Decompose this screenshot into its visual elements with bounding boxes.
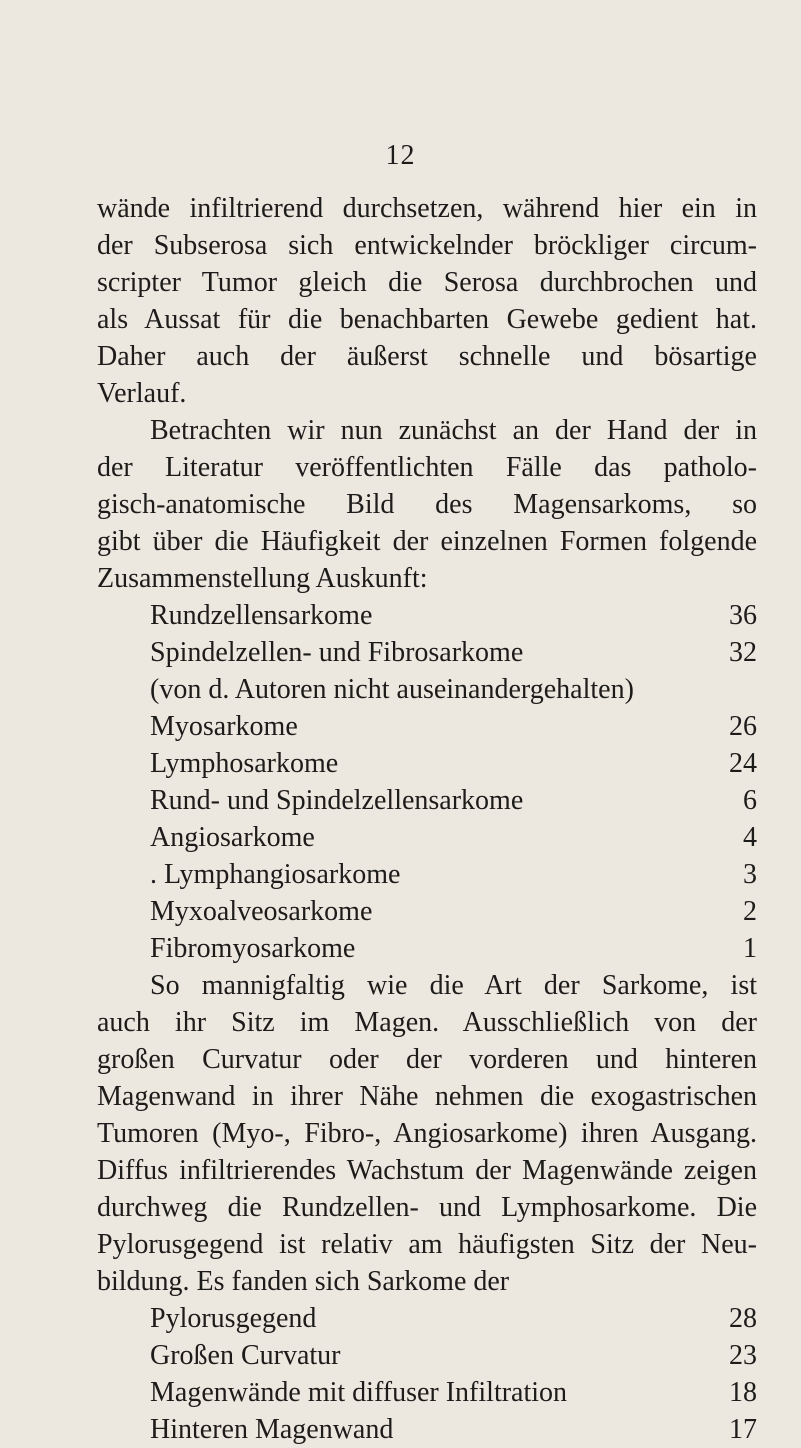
text-line: Daher auch der äußerst schnelle und bösartige	[97, 341, 757, 372]
list-item	[97, 782, 757, 819]
list-item-label: Myosarkome	[150, 711, 298, 742]
list-item	[97, 1374, 757, 1411]
list-item	[97, 856, 757, 893]
page-number: 12	[385, 140, 416, 171]
list-item	[97, 634, 757, 671]
text-line: bildung. Es fanden sich Sarkome der	[97, 1266, 510, 1297]
list-item-count: 2	[743, 896, 757, 927]
text-line: Diffus infiltrierendes Wachstum der Magenwände zeigen	[97, 1155, 757, 1186]
text-line: Pylorusgegend ist relativ am häufigsten Sitz der Neu-	[97, 1229, 757, 1260]
list-item	[97, 1337, 757, 1374]
sites-list	[97, 1300, 757, 1448]
list-item-label: Großen Curvatur	[150, 1340, 341, 1371]
text-line: wände infiltrierend durchsetzen, während hier ein in	[97, 193, 757, 224]
text-line: So mannigfaltig wie die Art der Sarkome, ist	[150, 970, 757, 1001]
list-item-count: 17	[729, 1414, 757, 1445]
list-item	[97, 1300, 757, 1337]
list-item-count: 24	[729, 748, 757, 779]
list-item	[97, 930, 757, 967]
list-item-label: Hinteren Magenwand	[150, 1414, 394, 1445]
text-line: Zusammenstellung Auskunft:	[97, 563, 428, 594]
list-item-count: 32	[729, 637, 757, 668]
list-item-label: Myxoalveosarkome	[150, 896, 373, 927]
list-item-count: 28	[729, 1303, 757, 1334]
list-item	[97, 819, 757, 856]
text-body	[97, 190, 757, 1448]
text-line: Tumoren (Myo-, Fibro-, Angiosarkome) ihren Ausgang.	[97, 1118, 757, 1149]
text-line: Magenwand in ihrer Nähe nehmen die exogastrischen	[97, 1081, 757, 1112]
list-item-count: 6	[743, 785, 757, 816]
list-item-label: . Lymphangiosarkome	[150, 859, 401, 890]
list-item-count: 23	[729, 1340, 757, 1371]
text-line: durchweg die Rundzellen- und Lymphosarkome. Die	[97, 1192, 757, 1223]
list-item-count: 36	[729, 600, 757, 631]
text-line: Betrachten wir nun zunächst an der Hand der in	[150, 415, 757, 446]
list-item	[97, 597, 757, 634]
text-line: gisch-anatomische Bild des Magensarkoms, so	[97, 489, 757, 520]
list-item-label: Rundzellensarkome	[150, 600, 373, 631]
list-item-label: Rund- und Spindelzellensarkome	[150, 785, 524, 816]
list-item-label: Fibromyosarkome	[150, 933, 356, 964]
list-item	[97, 671, 757, 708]
list-item-count: 26	[729, 711, 757, 742]
list-item-count: 1	[743, 933, 757, 964]
text-line: der Literatur veröffentlichten Fälle das patholo-	[97, 452, 757, 483]
list-item	[97, 893, 757, 930]
list-item-count: 18	[729, 1377, 757, 1408]
list-item-label: Pylorusgegend	[150, 1303, 317, 1334]
list-item	[97, 1411, 757, 1448]
list-item-label: Lymphosarkome	[150, 748, 339, 779]
list-item-count: 3	[743, 859, 757, 890]
list-item-count: 4	[743, 822, 757, 853]
list-item	[97, 708, 757, 745]
text-line: scripter Tumor gleich die Serosa durchbrochen und	[97, 267, 757, 298]
text-line: auch ihr Sitz im Magen. Ausschließlich von der	[97, 1007, 757, 1038]
text-line: der Subserosa sich entwickelnder bröckliger circum-	[97, 230, 757, 261]
list-item-count	[717, 671, 757, 708]
list-item	[97, 745, 757, 782]
list-item-label: Angiosarkome	[150, 822, 315, 853]
list-item-label: Spindelzellen- und Fibrosarkome	[150, 637, 524, 668]
text-line: gibt über die Häufigkeit der einzelnen Formen folgende	[97, 526, 757, 557]
forms-list	[97, 597, 757, 967]
text-line: Verlauf.	[97, 378, 187, 409]
list-item-label: (von d. Autoren nicht auseinandergehalten)	[150, 674, 634, 705]
text-line: als Aussat für die benachbarten Gewebe gedient hat.	[97, 304, 757, 335]
list-item-label: Magenwände mit diffuser Infiltration	[150, 1377, 568, 1408]
text-line: großen Curvatur oder der vorderen und hinteren	[97, 1044, 757, 1075]
